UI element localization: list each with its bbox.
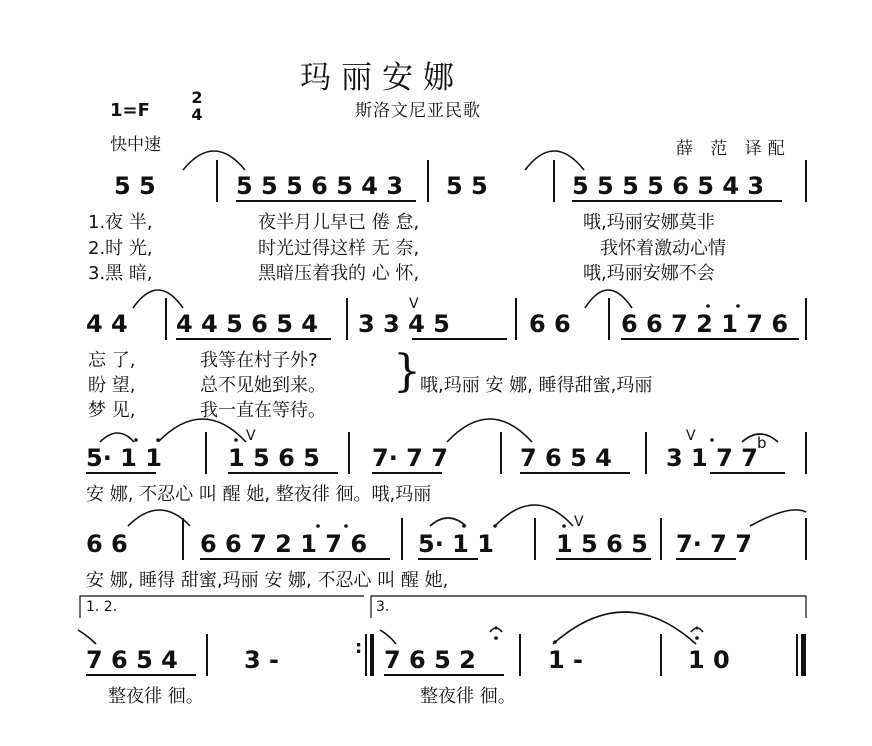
barline <box>216 160 218 202</box>
line5-measure2: 3 - <box>244 646 280 674</box>
barline <box>608 298 610 340</box>
breath-mark: V <box>409 296 419 312</box>
barline <box>182 518 184 560</box>
line1-verse1-b: 夜半月儿早已 倦 怠, <box>258 212 420 233</box>
volta-1-2-label: 1. 2. <box>86 599 118 615</box>
line2-measure3: 3 3 4 5 <box>358 310 450 338</box>
barline <box>805 518 807 560</box>
line4-measure5: 7· 7 7 <box>676 530 752 558</box>
line1-measure2: 5 5 5 6 5 4 3 <box>236 172 404 200</box>
volta-bracket-1-2 <box>80 596 364 618</box>
line5-measure5: 1 0 <box>688 646 730 674</box>
beam <box>228 472 338 474</box>
slur <box>750 510 806 526</box>
slur <box>158 419 246 442</box>
line2-verse3-a: 梦 见, <box>88 400 136 421</box>
barline <box>519 634 521 676</box>
slur <box>447 419 532 442</box>
repeat-barline-thick <box>370 634 374 676</box>
line1-verse3-b: 黑暗压着我的 心 怀, <box>258 263 420 284</box>
line3-lyrics: 安 娜, 不忍心 叫 醒 她, 整夜徘 徊。哦,玛丽 <box>86 484 432 505</box>
barline <box>205 432 207 474</box>
octave-dot <box>695 636 699 640</box>
line1-measure4: 5 5 5 5 6 5 4 3 <box>572 172 765 200</box>
line3-measure5: 3 1 7 7 <box>666 444 758 472</box>
octave-dot <box>134 438 138 442</box>
barline <box>660 518 662 560</box>
breath-mark: V <box>686 428 696 444</box>
line5-measure4: 1 - <box>548 646 584 674</box>
line2-measure1: 4 4 <box>86 310 128 338</box>
volta-3-label: 3. <box>376 599 390 615</box>
line2-verse3-b: 我一直在等待。 <box>200 400 326 421</box>
verse-brace: } <box>393 346 421 397</box>
barline <box>165 298 167 340</box>
fermata-arc <box>490 628 502 632</box>
line5-measure1: 7 6 5 4 <box>86 646 178 674</box>
volta-bracket-3 <box>371 596 806 618</box>
beam <box>86 472 156 474</box>
beam <box>372 472 442 474</box>
breath-mark: V <box>574 514 584 530</box>
beam <box>572 200 782 202</box>
line1-measure1: 5 5 <box>114 172 156 200</box>
octave-dot <box>493 524 497 528</box>
octave-dot <box>462 524 466 528</box>
beam <box>621 338 799 340</box>
final-barline-thick <box>801 634 806 676</box>
line4-measure4: 1 5 6 5 <box>556 530 648 558</box>
slur <box>380 630 396 644</box>
repeat-dots: : <box>355 637 363 658</box>
line1-verse3-a: 3.黑 暗, <box>88 263 153 284</box>
line4-measure1: 6 6 <box>86 530 128 558</box>
barline <box>401 518 403 560</box>
octave-dot <box>316 524 320 528</box>
beam <box>176 338 331 340</box>
line1-verse3-c: 哦,玛丽安娜不会 <box>583 263 715 284</box>
barline <box>805 432 807 474</box>
barline <box>805 298 807 340</box>
time-signature-top: 2 <box>191 88 203 107</box>
time-signature <box>190 89 204 123</box>
line2-verse2-b: 总不见她到来。 <box>200 375 326 396</box>
line1-verse2-b: 时光过得这样 无 奈, <box>258 238 420 259</box>
barline <box>534 518 536 560</box>
line4-lyrics: 安 娜, 睡得 甜蜜,玛丽 安 娜, 不忍心 叫 醒 她, <box>86 570 449 591</box>
octave-dot <box>344 524 348 528</box>
beam <box>710 472 785 474</box>
line2-measure5: 6 6 7 2 1 7 6 <box>621 310 789 338</box>
line2-chorus: 哦,玛丽 安 娜, 睡得甜蜜,玛丽 <box>420 375 653 396</box>
beam <box>520 472 630 474</box>
song-title: 玛丽安娜 <box>300 60 464 96</box>
line3-measure3: 7· 7 7 <box>372 444 448 472</box>
slur <box>430 518 466 526</box>
octave-dot <box>710 438 714 442</box>
beam <box>200 558 390 560</box>
barline <box>553 160 555 202</box>
octave-dot <box>234 438 238 442</box>
key-signature: 1=F <box>110 100 150 121</box>
slur <box>133 290 183 308</box>
line5-lyrics-ending-1-2: 整夜徘 徊。 <box>108 686 204 707</box>
octave-dot <box>156 438 160 442</box>
fermata-arc <box>691 628 703 632</box>
line3-measure4: 7 6 5 4 <box>520 444 612 472</box>
octave-dot <box>706 304 710 308</box>
line2-verse1-a: 忘 了, <box>88 350 136 371</box>
line1-measure3: 5 5 <box>446 172 488 200</box>
slur <box>128 510 190 526</box>
line1-verse2-c: 我怀着激动心情 <box>600 238 726 259</box>
line5-lyrics-ending-3: 整夜徘 徊。 <box>420 686 516 707</box>
line2-measure2: 4 4 5 6 5 4 <box>176 310 318 338</box>
barline <box>346 298 348 340</box>
octave-dot <box>494 636 498 640</box>
line1-verse2-a: 2.时 光, <box>88 238 153 259</box>
octave-dot <box>562 524 566 528</box>
beam <box>86 674 196 676</box>
final-barline-thin <box>796 634 798 676</box>
line4-measure3: 5· 1 1 <box>418 530 494 558</box>
line1-verse1-a: 1.夜 半, <box>88 212 153 233</box>
octave-dot <box>736 304 740 308</box>
octave-dot <box>553 640 557 644</box>
arranger-credit: 薛 范 译配 <box>676 139 791 159</box>
beam <box>556 558 651 560</box>
line3-measure2: 1 5 6 5 <box>228 444 320 472</box>
slur <box>183 151 245 170</box>
flat-sign: b <box>757 434 767 452</box>
beam <box>412 338 507 340</box>
barline <box>660 634 662 676</box>
slur <box>100 433 134 442</box>
fermata-dot <box>495 627 498 630</box>
line2-verse1-b: 我等在村子外? <box>200 350 318 371</box>
barline <box>500 432 502 474</box>
fermata-dot <box>696 627 699 630</box>
beam <box>384 674 504 676</box>
slur <box>78 630 96 644</box>
barline <box>206 634 208 676</box>
barline <box>427 160 429 202</box>
beam <box>676 558 736 560</box>
barline <box>348 432 350 474</box>
line4-measure2: 6 6 7 2 1 7 6 <box>200 530 368 558</box>
barline <box>645 432 647 474</box>
line5-measure3: 7 6 5 2 <box>384 646 476 674</box>
tempo-marking: 快中速 <box>110 135 161 155</box>
beam <box>236 200 416 202</box>
slur <box>553 612 696 644</box>
barline <box>805 160 807 202</box>
line2-verse2-a: 盼 望, <box>88 375 136 396</box>
repeat-barline-thin <box>365 634 367 676</box>
breath-mark: V <box>246 428 256 444</box>
line2-measure4: 6 6 <box>529 310 571 338</box>
beam <box>418 558 478 560</box>
line3-measure1: 5· 1 1 <box>86 444 162 472</box>
barline <box>515 298 517 340</box>
song-origin: 斯洛文尼亚民歌 <box>355 101 481 121</box>
line1-verse1-c: 哦,玛丽安娜莫非 <box>583 212 715 233</box>
time-signature-bottom: 4 <box>191 105 203 124</box>
